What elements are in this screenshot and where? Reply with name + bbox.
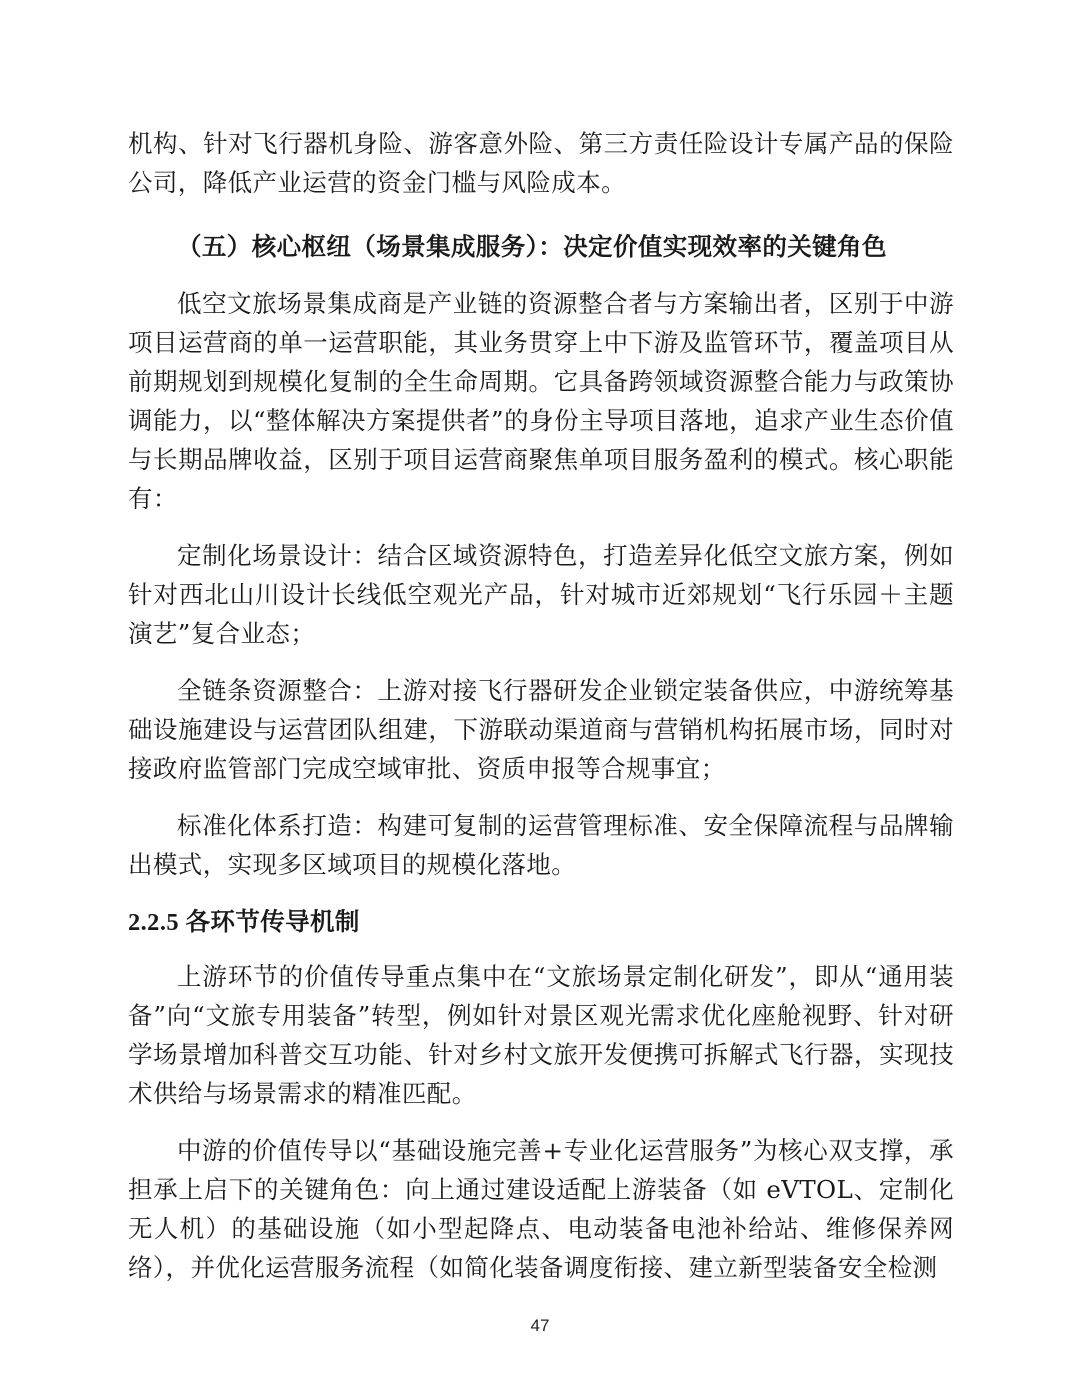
page-number: 47 — [530, 1316, 550, 1335]
paragraph-custom-scene-design: 定制化场景设计：结合区域资源特色，打造差异化低空文旅方案，例如针对西北山川设计长线低空观光产品，针对城市近郊规划“飞行乐园＋主题演艺”复合业态； — [128, 541, 954, 648]
paragraph-insurance-continuation: 机构、针对飞行器机身险、游客意外险、第三方责任险设计专属产品的保险公司，降低产业运营的资金门槛与风险成本。 — [128, 129, 954, 197]
page-body — [128, 124, 954, 1287]
paragraph-upstream-transmission: 上游环节的价值传导重点集中在“文旅场景定制化研发”，即从“通用装备”向“文旅专用装备”转型，例如针对景区观光需求优化座舱视野、针对研学场景增加科普交互功能、针对乡村文旅开发便携可拆解式飞行器，实现技术供给与场景需求的精准匹配。 — [128, 962, 954, 1108]
paragraph-midstream-transmission: 中游的价值传导以“基础设施完善+专业化运营服务”为核心双支撑，承担承上启下的关键角色：向上通过建设适配上游装备（如 eVTOL、定制化无人机）的基础设施（如小型起降点、电动装备电池补给站、维修保养网络），并优化运营服务流程（如简化装备调度衔接、建立新型装备安全检测 — [128, 1136, 954, 1282]
paragraph-standardization: 标准化体系打造：构建可复制的运营管理标准、安全保障流程与品牌输出模式，实现多区域项目的规模化落地。 — [128, 811, 954, 879]
subheading-core-hub: （五）核心枢纽（场景集成服务）：决定价值实现效率的关键角色 — [177, 232, 887, 261]
paragraph-integrator-intro: 低空文旅场景集成商是产业链的资源整合者与方案输出者，区别于中游项目运营商的单一运营职能，其业务贯穿上中下游及监管环节，覆盖项目从前期规划到规模化复制的全生命周期。它具备跨领域资源整合能力与政策协调能力，以“整体解决方案提供者”的身份主导项目落地，追求产业生态价值与长期品牌收益，区别于项目运营商聚焦单项目服务盈利的模式。核心职能有： — [128, 289, 954, 513]
section-heading-2-2-5: 2.2.5 各环节传导机制 — [128, 909, 360, 936]
paragraph-full-chain-integration: 全链条资源整合：上游对接飞行器研发企业锁定装备供应，中游统筹基础设施建设与运营团队组建，下游联动渠道商与营销机构拓展市场，同时对接政府监管部门完成空域审批、资质申报等合规事宜； — [128, 676, 954, 783]
